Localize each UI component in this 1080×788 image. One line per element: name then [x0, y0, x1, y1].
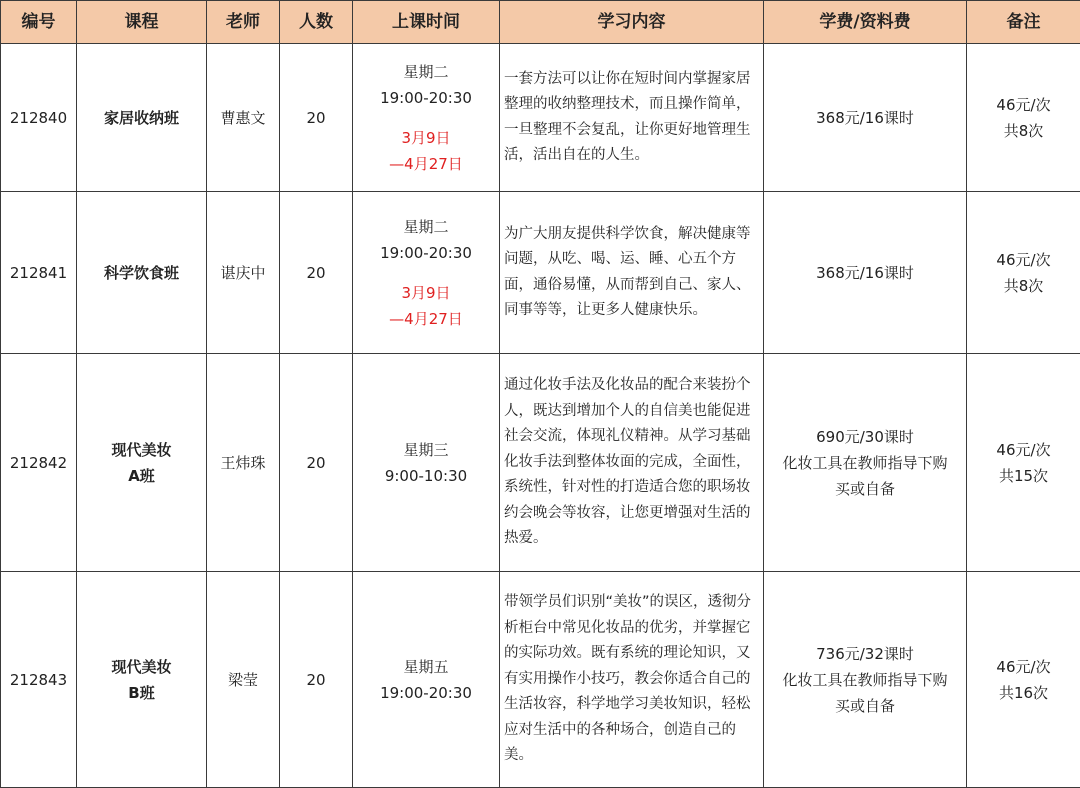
fee-line: 690元/30课时: [816, 427, 914, 446]
date-start: 3月9日: [401, 283, 451, 302]
teacher-name: 曹惠文: [207, 44, 280, 192]
course-fee: [764, 44, 967, 192]
course-fee: [764, 572, 967, 788]
header-id: 编号: [1, 1, 77, 44]
class-hours: 19:00-20:30: [380, 243, 472, 262]
class-hours: 9:00-10:30: [384, 466, 468, 485]
date-end: —4月27日: [389, 309, 463, 328]
student-count: 20: [280, 192, 353, 354]
course-name-line: 现代美妆: [111, 657, 172, 676]
course-content: 为广大朋友提供科学饮食，解决健康等问题，从吃、喝、运、睡、心五个方面，通俗易懂，从而帮到自己、家人、同事等等，让更多人健康快乐。: [500, 192, 764, 354]
course-name-line: 家居收纳班: [103, 108, 179, 127]
teacher-name: 谌庆中: [207, 192, 280, 354]
course-name-line: 现代美妆: [111, 440, 172, 459]
header-count: 人数: [280, 1, 353, 44]
note-line: 共8次: [1003, 276, 1044, 295]
table-row: [1, 44, 1080, 192]
course-name-line: B班: [128, 683, 155, 702]
course-fee: [764, 354, 967, 572]
header-note: 备注: [967, 1, 1080, 44]
course-content: 带领学员们识别“美妆”的误区，透彻分析柜台中常见化妆品的优劣，并掌握它的实际功效。既有系统的理论知识，又有实用操作小技巧，教会你适合自己的生活妆容，科学地学习美妆知识，轻松应对生活中的各种场合，创造自己的美。: [500, 572, 764, 788]
course-note: [967, 572, 1080, 788]
class-time: [353, 572, 500, 788]
course-name: [77, 354, 207, 572]
header-time: 上课时间: [353, 1, 500, 44]
student-count: 20: [280, 354, 353, 572]
note-line: 共16次: [998, 683, 1049, 702]
header-row: [1, 1, 1080, 44]
course-content: 通过化妆手法及化妆品的配合来装扮个人，既达到增加个人的自信美也能促进社会交流，体现礼仪精神。从学习基础化妆手法到整体妆面的完成，全面性，系统性，针对性的打造适合您的职场妆约会晚会等妆容，让您更增强对生活的热爱。: [500, 354, 764, 572]
course-id: 212843: [1, 572, 77, 788]
course-id: 212842: [1, 354, 77, 572]
note-line: 46元/次: [996, 657, 1051, 676]
course-id: 212840: [1, 44, 77, 192]
fee-line: 368元/16课时: [816, 263, 914, 282]
header-course: 课程: [77, 1, 207, 44]
header-fee: 学费/资料费: [764, 1, 967, 44]
class-day: 星期三: [403, 440, 449, 459]
fee-line: 买或自备: [834, 696, 895, 715]
class-day: 星期二: [403, 217, 449, 236]
header-teacher: 老师: [207, 1, 280, 44]
note-line: 共15次: [998, 466, 1049, 485]
class-hours: 19:00-20:30: [380, 88, 472, 107]
class-day: 星期五: [403, 657, 449, 676]
course-id: 212841: [1, 192, 77, 354]
class-time: [353, 192, 500, 354]
note-line: 46元/次: [996, 250, 1051, 269]
class-day: 星期二: [403, 62, 449, 81]
student-count: 20: [280, 44, 353, 192]
note-line: 共8次: [1003, 121, 1044, 140]
course-content: 一套方法可以让你在短时间内掌握家居整理的收纳整理技术，而且操作简单，一旦整理不会复乱，让你更好地管理生活，活出自在的人生。: [500, 44, 764, 192]
note-line: 46元/次: [996, 440, 1051, 459]
course-note: [967, 354, 1080, 572]
course-name-line: 科学饮食班: [103, 263, 179, 282]
header-content: 学习内容: [500, 1, 764, 44]
class-time: [353, 44, 500, 192]
course-name: [77, 44, 207, 192]
date-end: —4月27日: [389, 154, 463, 173]
teacher-name: 梁莹: [207, 572, 280, 788]
course-name-line: A班: [128, 466, 155, 485]
note-line: 46元/次: [996, 95, 1051, 114]
course-note: [967, 192, 1080, 354]
student-count: 20: [280, 572, 353, 788]
date-start: 3月9日: [401, 128, 451, 147]
fee-line: 化妆工具在教师指导下购: [782, 670, 948, 689]
table-row: [1, 354, 1080, 572]
table-row: [1, 572, 1080, 788]
fee-line: 736元/32课时: [816, 644, 914, 663]
fee-line: 368元/16课时: [816, 108, 914, 127]
teacher-name: 王炜珠: [207, 354, 280, 572]
class-hours: 19:00-20:30: [380, 683, 472, 702]
course-fee: [764, 192, 967, 354]
course-name: [77, 572, 207, 788]
table-row: [1, 192, 1080, 354]
course-name: [77, 192, 207, 354]
class-time: [353, 354, 500, 572]
fee-line: 化妆工具在教师指导下购: [782, 453, 948, 472]
fee-line: 买或自备: [834, 479, 895, 498]
course-note: [967, 44, 1080, 192]
